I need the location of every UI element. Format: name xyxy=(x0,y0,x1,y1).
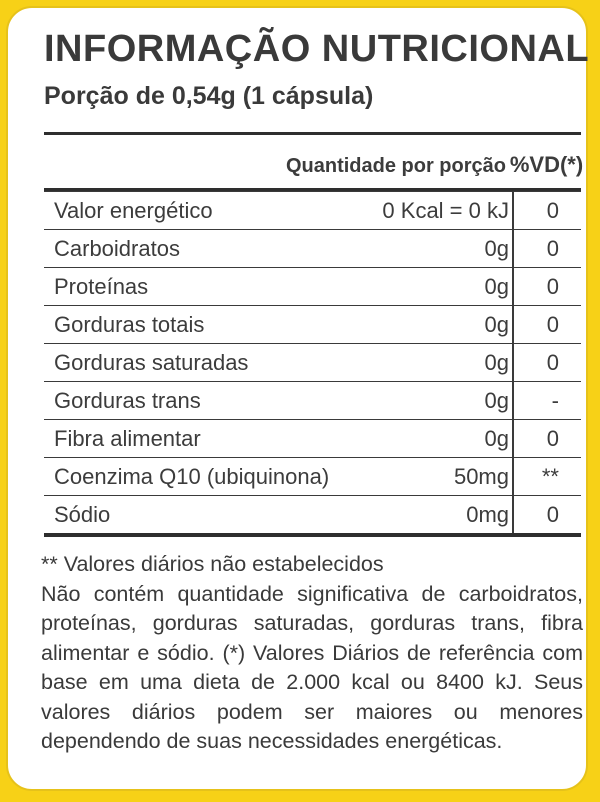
portion-size: Porção de 0,54g (1 cápsula) xyxy=(44,82,374,110)
nutrient-quantity: 0g xyxy=(484,425,509,451)
footnotes xyxy=(41,550,583,757)
nutrient-daily-value: - xyxy=(551,387,559,413)
nutrient-name: Carboidratos xyxy=(54,235,180,261)
table-row xyxy=(44,495,581,533)
label-title: INFORMAÇÃO NUTRICIONAL xyxy=(44,28,590,70)
footnote-disclaimer: Não contém quantidade significativa de carboidratos, proteínas, gorduras saturadas, gorduras trans, fibra alimentar e sódio. (*) Valores Diários de referência com base em uma dieta de 2.000 kcal ou 8400 kJ. Seus valores diários podem ser maiores ou menores dependendo de suas necessidades energéticas. xyxy=(41,581,583,753)
nutrient-name: Gorduras totais xyxy=(54,311,205,337)
nutrient-daily-value: ** xyxy=(541,463,559,489)
nutrient-quantity: 0g xyxy=(484,387,509,413)
nutrient-daily-value: 0 xyxy=(546,273,559,299)
table-row xyxy=(44,191,581,229)
nutrient-quantity: 0g xyxy=(484,273,509,299)
table-row xyxy=(44,381,581,419)
table-row xyxy=(44,343,581,381)
nutrient-name: Coenzima Q10 (ubiquinona) xyxy=(54,463,330,489)
nutrient-daily-value: 0 xyxy=(546,349,559,375)
nutrient-daily-value: 0 xyxy=(546,235,559,261)
nutrient-name: Gorduras trans xyxy=(54,387,201,413)
table-row xyxy=(44,305,581,343)
header-quantity: Quantidade por porção xyxy=(285,155,506,177)
nutrient-name: Gorduras saturadas xyxy=(54,349,249,375)
nutrient-daily-value: 0 xyxy=(546,197,559,223)
nutrient-daily-value: 0 xyxy=(546,501,559,527)
nutrition-label-card xyxy=(6,6,588,791)
nutrient-quantity: 0g xyxy=(484,311,509,337)
nutrient-name: Fibra alimentar xyxy=(54,425,201,451)
nutrient-quantity: 0g xyxy=(484,349,509,375)
table-header-row xyxy=(44,135,584,191)
nutrient-name: Valor energético xyxy=(54,197,213,223)
table-row xyxy=(44,419,581,457)
nutrient-daily-value: 0 xyxy=(546,425,559,451)
nutrient-name: Proteínas xyxy=(54,273,149,299)
footnote-not-established: ** Valores diários não estabelecidos xyxy=(41,552,384,576)
nutrient-quantity: 0mg xyxy=(466,501,509,527)
nutrient-quantity: 50mg xyxy=(453,463,509,489)
nutrient-name: Sódio xyxy=(54,501,111,527)
nutrition-table xyxy=(44,132,584,537)
header-daily-value: %VD(*) xyxy=(509,152,584,177)
table-row xyxy=(44,457,581,495)
nutrient-quantity: 0g xyxy=(484,235,509,261)
table-row xyxy=(44,229,581,267)
nutrient-quantity: 0 Kcal = 0 kJ xyxy=(382,197,509,223)
nutrient-daily-value: 0 xyxy=(546,311,559,337)
table-row xyxy=(44,267,581,305)
table-body xyxy=(44,191,581,533)
